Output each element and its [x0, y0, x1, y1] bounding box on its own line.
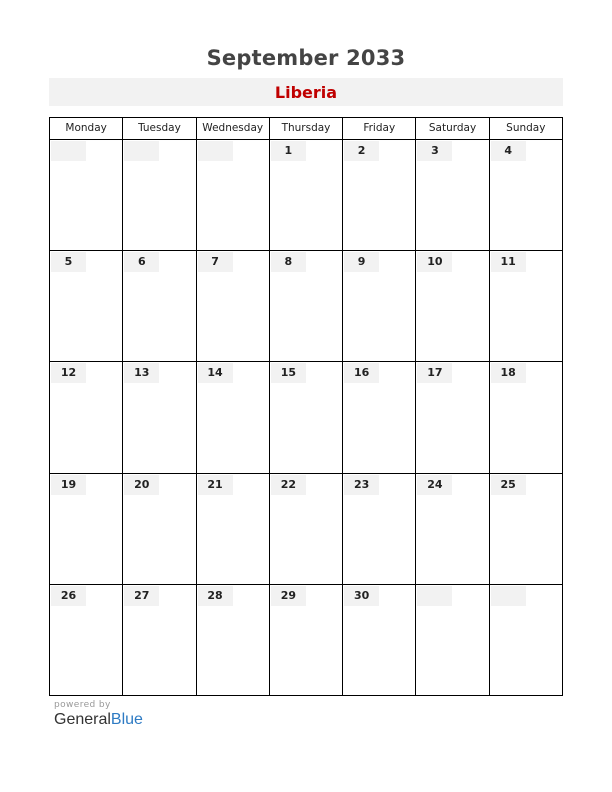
week-row: [50, 362, 562, 473]
country-bar: [49, 78, 563, 106]
day-number: 29: [271, 586, 306, 606]
day-number: 16: [344, 363, 379, 383]
day-number: 11: [491, 252, 526, 272]
day-cell: [197, 362, 270, 472]
weekday-wednesday: Wednesday: [197, 118, 270, 139]
day-cell: [50, 140, 123, 250]
day-number: 7: [198, 252, 233, 272]
day-cell: [123, 585, 196, 695]
day-number: 5: [51, 252, 86, 272]
day-number: 1: [271, 141, 306, 161]
weeks-container: [50, 140, 562, 695]
day-cell: [343, 140, 416, 250]
day-cell: [50, 585, 123, 695]
week-row: [50, 251, 562, 362]
day-cell: [123, 251, 196, 361]
weekday-tuesday: Tuesday: [123, 118, 196, 139]
day-number: [51, 141, 86, 161]
day-number: 20: [124, 475, 159, 495]
calendar-title: September 2033: [206, 46, 406, 70]
day-number: 24: [417, 475, 452, 495]
day-number: [491, 586, 526, 606]
day-cell: [343, 251, 416, 361]
day-cell: [270, 251, 343, 361]
day-cell: [50, 251, 123, 361]
weekday-monday: Monday: [50, 118, 123, 139]
day-cell: [490, 251, 562, 361]
day-number: 21: [198, 475, 233, 495]
powered-by-label: powered by: [54, 700, 111, 710]
day-cell: [416, 140, 489, 250]
day-cell: [490, 474, 562, 584]
day-number: 27: [124, 586, 159, 606]
day-number: 22: [271, 475, 306, 495]
day-cell: [416, 362, 489, 472]
day-number: 12: [51, 363, 86, 383]
day-cell: [123, 140, 196, 250]
day-cell: [490, 140, 562, 250]
day-number: 14: [198, 363, 233, 383]
day-number: [124, 141, 159, 161]
weekday-sunday: Sunday: [506, 122, 546, 134]
week-row: [50, 474, 562, 585]
weekday-header-row: [50, 118, 562, 140]
day-cell: [197, 251, 270, 361]
week-row: [50, 585, 562, 695]
day-number: 18: [491, 363, 526, 383]
day-number: 6: [124, 252, 159, 272]
day-number: 28: [198, 586, 233, 606]
day-cell: [50, 362, 123, 472]
day-cell: [197, 585, 270, 695]
footer-branding: [54, 700, 143, 729]
weekday-thursday: Thursday: [270, 118, 343, 139]
day-cell: [270, 140, 343, 250]
day-number: 19: [51, 475, 86, 495]
day-cell: [416, 585, 489, 695]
weekday-saturday: Saturday: [416, 118, 489, 139]
day-number: 9: [344, 252, 379, 272]
day-cell: [123, 362, 196, 472]
generalblue-logo: [54, 711, 143, 729]
day-cell: [343, 474, 416, 584]
day-cell: [197, 140, 270, 250]
day-number: 25: [491, 475, 526, 495]
day-number: 2: [344, 141, 379, 161]
day-cell: [270, 362, 343, 472]
day-cell: [490, 362, 562, 472]
day-cell: [416, 474, 489, 584]
day-cell: [343, 362, 416, 472]
day-cell: [50, 474, 123, 584]
country-name: Liberia: [274, 83, 338, 102]
day-number: 3: [417, 141, 452, 161]
day-cell: [490, 585, 562, 695]
day-cell: [270, 585, 343, 695]
day-number: 23: [344, 475, 379, 495]
week-row: [50, 140, 562, 251]
day-number: 26: [51, 586, 86, 606]
day-number: 13: [124, 363, 159, 383]
day-number: 10: [417, 252, 452, 272]
brand-general: General: [54, 711, 111, 728]
day-cell: [270, 474, 343, 584]
day-number: [417, 586, 452, 606]
day-number: 4: [491, 141, 526, 161]
day-cell: [197, 474, 270, 584]
weekday-friday: Friday: [343, 118, 416, 139]
day-number: 15: [271, 363, 306, 383]
calendar-grid: [49, 117, 563, 696]
day-cell: [343, 585, 416, 695]
day-number: 8: [271, 252, 306, 272]
day-cell: [416, 251, 489, 361]
day-number: 30: [344, 586, 379, 606]
day-number: [198, 141, 233, 161]
day-number: 17: [417, 363, 452, 383]
brand-blue: Blue: [110, 711, 143, 728]
day-cell: [123, 474, 196, 584]
